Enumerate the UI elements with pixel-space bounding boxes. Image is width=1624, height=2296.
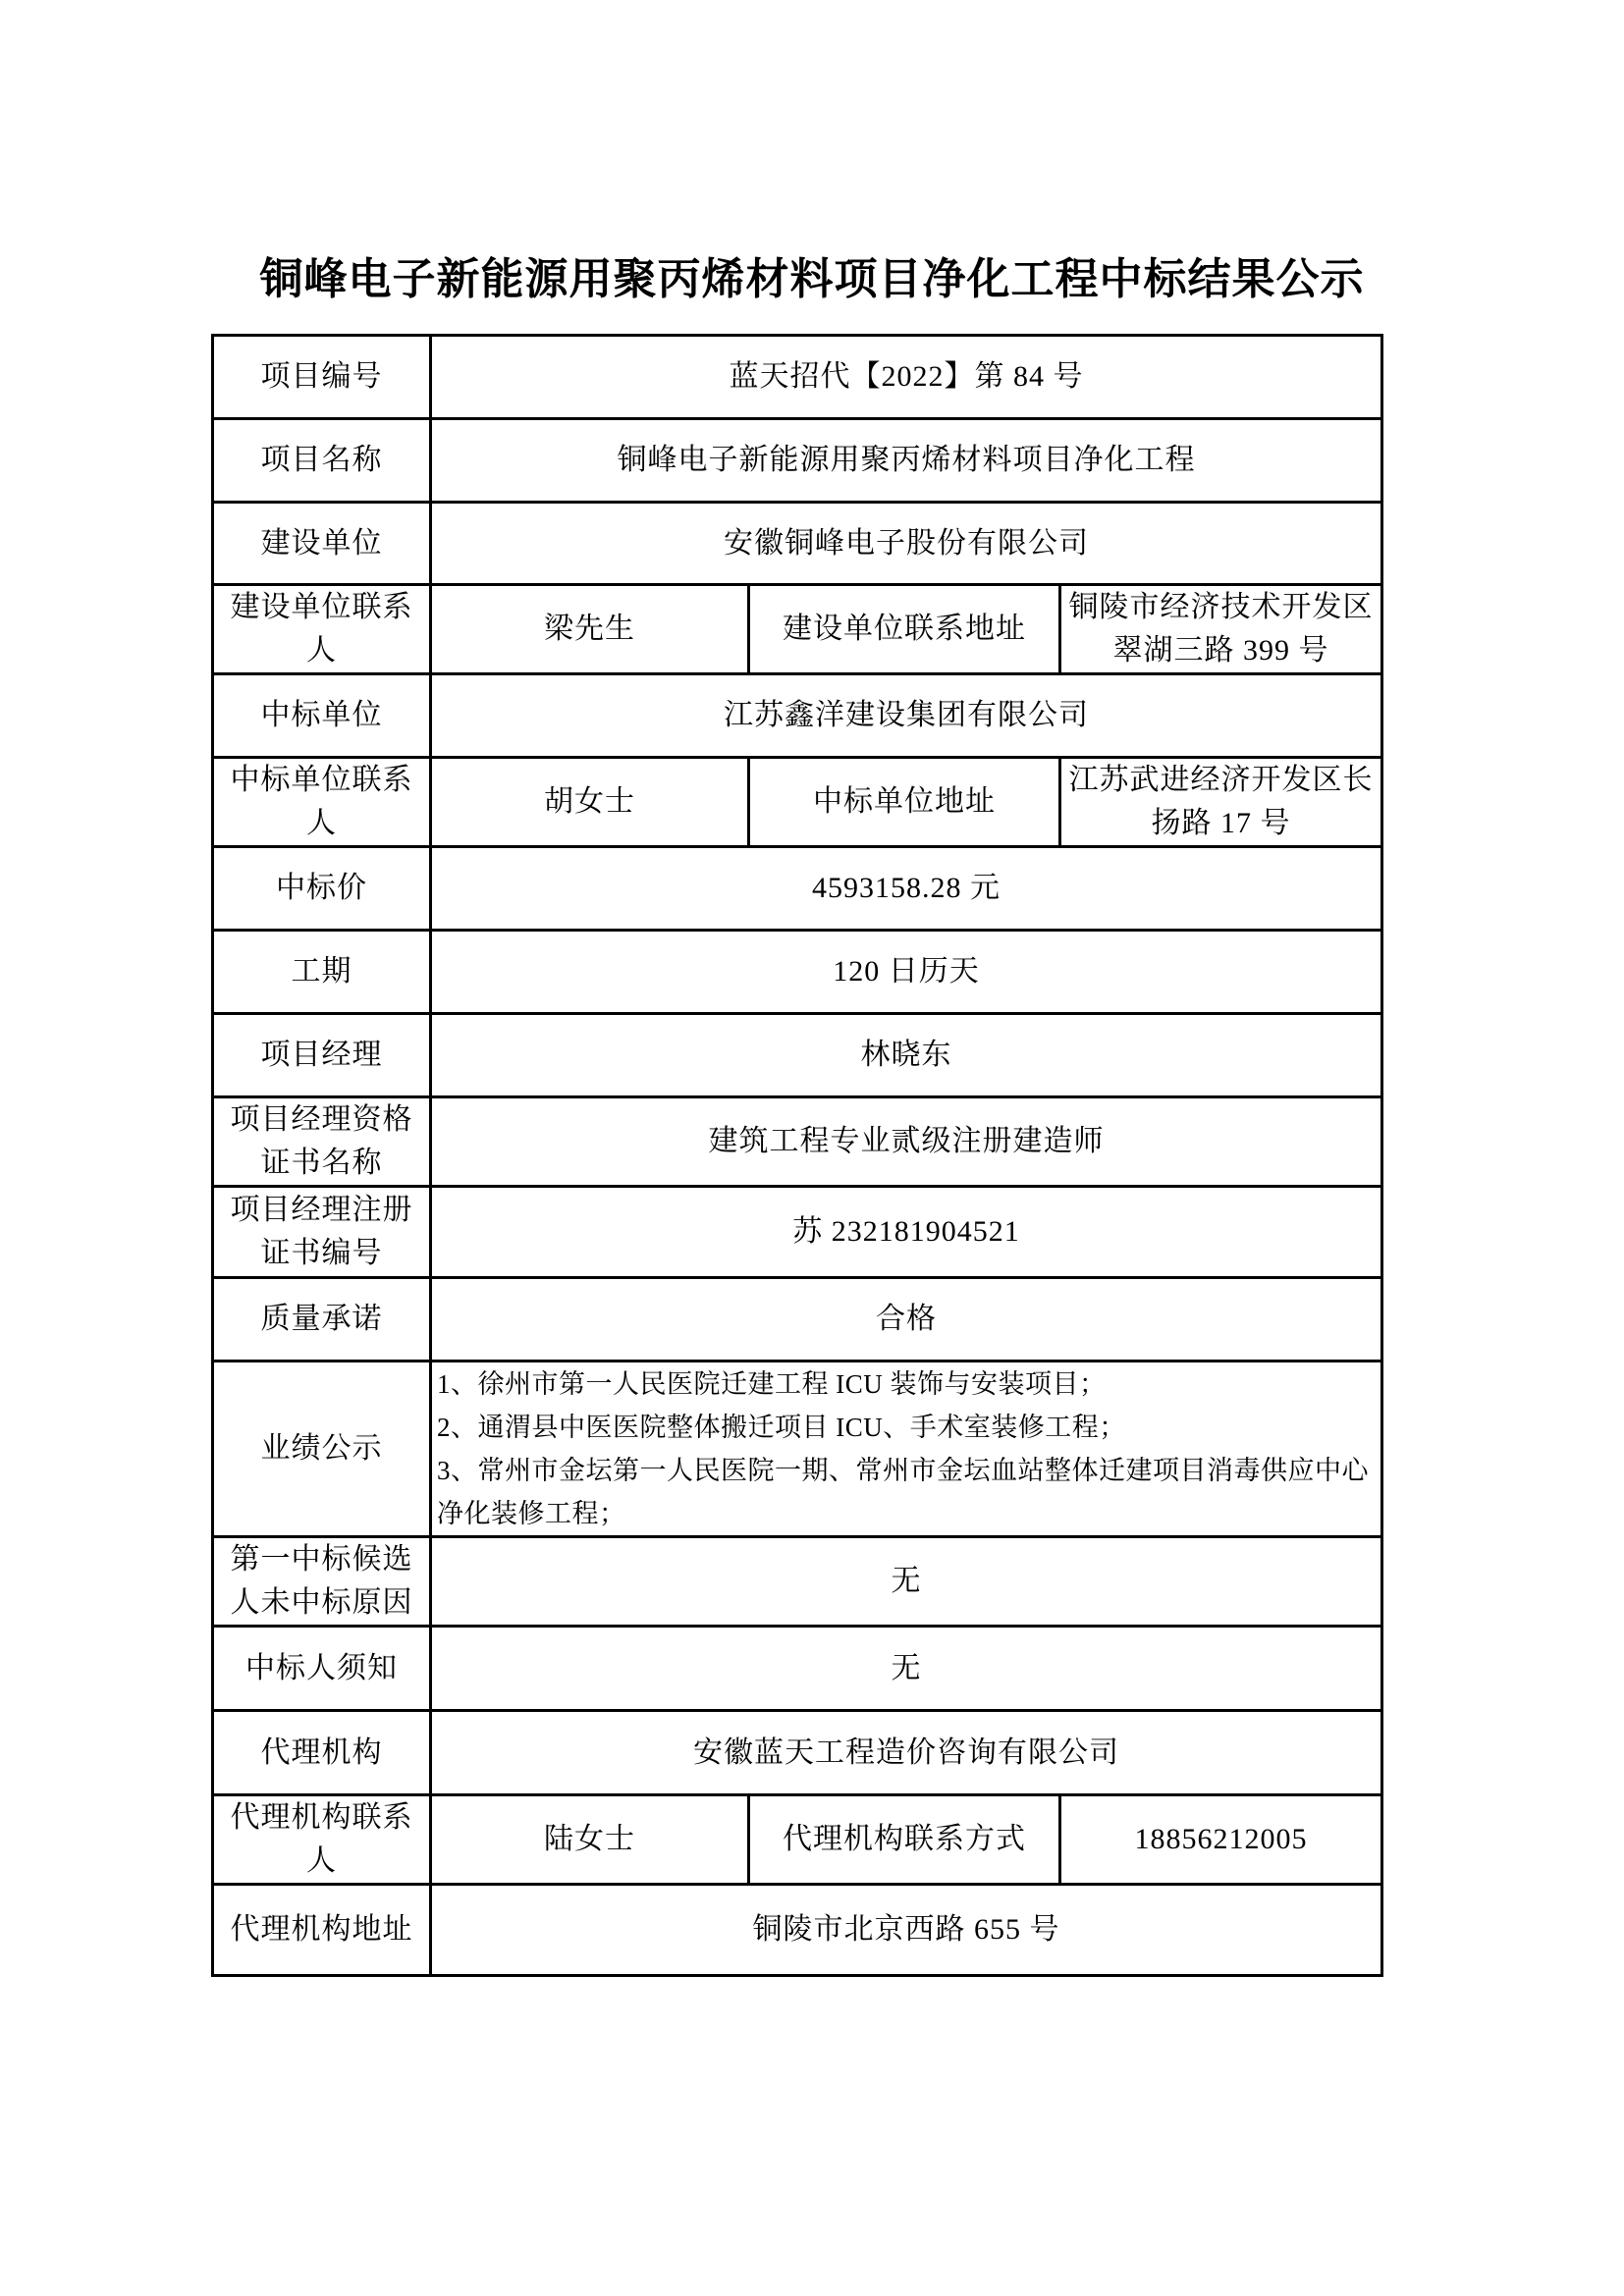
table-row xyxy=(213,1014,1382,1097)
table-row xyxy=(213,503,1382,585)
owner-unit-label: 建设单位 xyxy=(213,503,431,585)
table-row xyxy=(213,419,1382,503)
bid-result-table xyxy=(211,334,1383,1977)
table-row xyxy=(213,1278,1382,1362)
table-row xyxy=(213,758,1382,847)
project-manager-value: 林晓东 xyxy=(431,1014,1382,1097)
winning-unit-value: 江苏鑫洋建设集团有限公司 xyxy=(431,674,1382,758)
table-row xyxy=(213,1097,1382,1187)
first-candidate-reason-value: 无 xyxy=(431,1537,1382,1627)
table-row xyxy=(213,336,1382,419)
project-number-value: 蓝天招代【2022】第 84 号 xyxy=(431,336,1382,419)
winner-notice-value: 无 xyxy=(431,1627,1382,1711)
agency-phone-value: 18856212005 xyxy=(1060,1795,1382,1885)
agency-contact-label: 代理机构联系人 xyxy=(213,1795,431,1885)
performance-publicity-label: 业绩公示 xyxy=(213,1362,431,1537)
project-manager-label: 项目经理 xyxy=(213,1014,431,1097)
table-row xyxy=(213,847,1382,931)
agency-address-value: 铜陵市北京西路 655 号 xyxy=(431,1885,1382,1976)
agency-address-label: 代理机构地址 xyxy=(213,1885,431,1976)
construction-period-label: 工期 xyxy=(213,931,431,1014)
table-row xyxy=(213,1187,1382,1278)
table-row xyxy=(213,1885,1382,1976)
winner-contact-value: 胡女士 xyxy=(431,758,749,847)
first-candidate-reason-label: 第一中标候选人未中标原因 xyxy=(213,1537,431,1627)
pm-certificate-name-label: 项目经理资格证书名称 xyxy=(213,1097,431,1187)
performance-item: 2、通渭县中医医院整体搬迁项目 ICU、手术室装修工程； xyxy=(437,1413,1126,1442)
owner-contact-value: 梁先生 xyxy=(431,585,749,674)
table-row xyxy=(213,1627,1382,1711)
winner-contact-label: 中标单位联系人 xyxy=(213,758,431,847)
winning-unit-label: 中标单位 xyxy=(213,674,431,758)
project-number-label: 项目编号 xyxy=(213,336,431,419)
performance-publicity-value xyxy=(431,1362,1382,1537)
construction-period-value: 120 日历天 xyxy=(431,931,1382,1014)
agency-label: 代理机构 xyxy=(213,1711,431,1795)
winner-address-value: 江苏武进经济开发区长扬路 17 号 xyxy=(1060,758,1382,847)
table-row xyxy=(213,674,1382,758)
table-row xyxy=(213,931,1382,1014)
quality-commitment-label: 质量承诺 xyxy=(213,1278,431,1362)
owner-contact-label: 建设单位联系人 xyxy=(213,585,431,674)
bid-price-value: 4593158.28 元 xyxy=(431,847,1382,931)
table-row xyxy=(213,1362,1382,1537)
owner-unit-value: 安徽铜峰电子股份有限公司 xyxy=(431,503,1382,585)
performance-item: 1、徐州市第一人民医院迁建工程 ICU 装饰与安装项目； xyxy=(437,1369,1107,1399)
bid-price-label: 中标价 xyxy=(213,847,431,931)
table-row xyxy=(213,1537,1382,1627)
pm-certificate-number-label: 项目经理注册证书编号 xyxy=(213,1187,431,1278)
table-row xyxy=(213,585,1382,674)
pm-certificate-number-value: 苏 232181904521 xyxy=(431,1187,1382,1278)
project-name-label: 项目名称 xyxy=(213,419,431,503)
owner-address-label: 建设单位联系地址 xyxy=(749,585,1060,674)
table-row xyxy=(213,1711,1382,1795)
quality-commitment-value: 合格 xyxy=(431,1278,1382,1362)
winner-address-label: 中标单位地址 xyxy=(749,758,1060,847)
agency-value: 安徽蓝天工程造价咨询有限公司 xyxy=(431,1711,1382,1795)
winner-notice-label: 中标人须知 xyxy=(213,1627,431,1711)
project-name-value: 铜峰电子新能源用聚丙烯材料项目净化工程 xyxy=(431,419,1382,503)
agency-phone-label: 代理机构联系方式 xyxy=(749,1795,1060,1885)
pm-certificate-name-value: 建筑工程专业贰级注册建造师 xyxy=(431,1097,1382,1187)
agency-contact-value: 陆女士 xyxy=(431,1795,749,1885)
table-row xyxy=(213,1795,1382,1885)
page-title: 铜峰电子新能源用聚丙烯材料项目净化工程中标结果公示 xyxy=(259,254,1365,304)
owner-address-value: 铜陵市经济技术开发区翠湖三路 399 号 xyxy=(1060,585,1382,674)
performance-item: 3、常州市金坛第一人民医院一期、常州市金坛血站整体迁建项目消毒供应中心净化装修工程； xyxy=(437,1456,1369,1528)
